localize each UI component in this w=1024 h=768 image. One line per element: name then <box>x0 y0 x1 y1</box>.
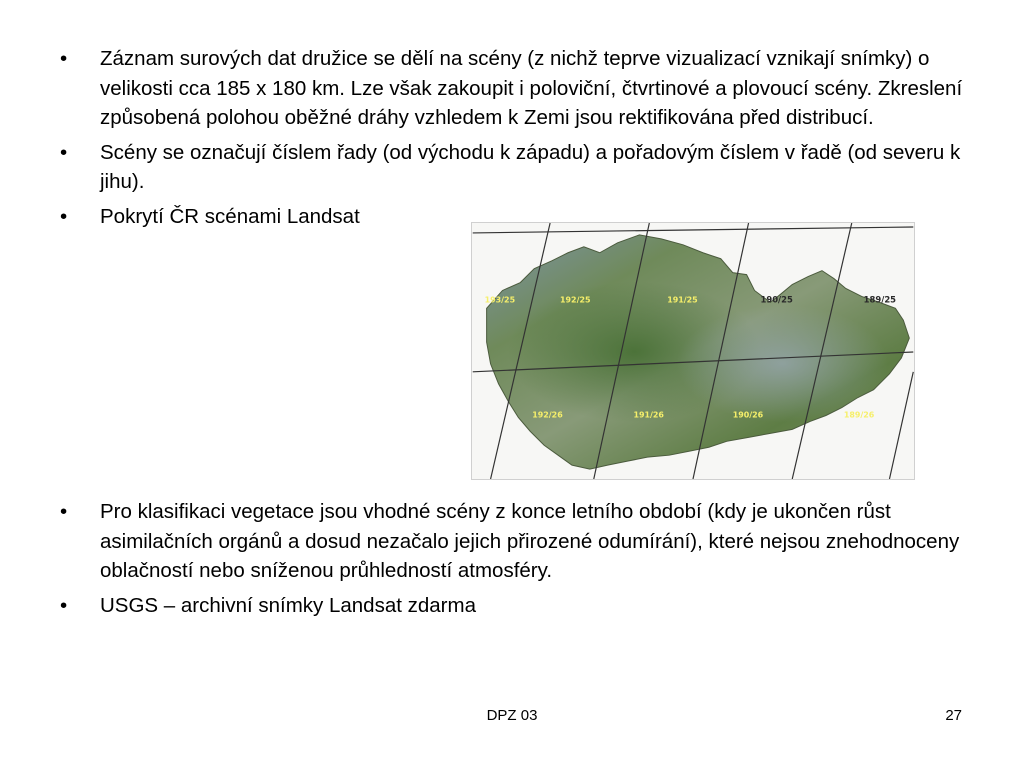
bullet-symbol: • <box>60 500 68 523</box>
bullet-text: Pokrytí ČR scénami Landsat <box>100 204 360 228</box>
bullet-list-bottom <box>58 497 978 625</box>
scene-label: 191/25 <box>667 295 698 305</box>
landsat-coverage-map <box>471 222 915 480</box>
scene-label: 189/26 <box>843 410 875 420</box>
scene-label: 189/25 <box>863 294 897 305</box>
scene-label: 191/26 <box>633 410 664 420</box>
bullet-text: Scény se označují číslem řady (od východu k západu) a pořadovým číslem v řadě (od severu k jihu). <box>100 140 961 193</box>
bullet-text: Záznam surových dat družice se dělí na scény (z nichž teprve vizualizací vznikají snímky) o velikosti cca 185 x 180 km. Lze však zakoupit i poloviční, čtvrtinové a plovoucí scény. Zkreslení způsobená polohou oběžné dráhy vzhledem k Zemi jsou rektifikována před distribucí. <box>100 47 963 129</box>
scene-label: 192/25 <box>560 295 591 305</box>
bullet-text: Pro klasifikaci vegetace jsou vhodné scény z konce letního období (kdy je ukončen růst asimilačních orgánů a dosud nezačalo jejich přirozené odumírání), které nejsou znehodnoceny oblačností nebo sníženou průhledností atmosféry. <box>100 500 960 582</box>
scene-label: 192/26 <box>532 410 563 420</box>
bullet-item <box>58 44 978 133</box>
scene-label: 193/25 <box>484 295 516 305</box>
bullet-symbol: • <box>60 204 68 228</box>
scene-label: 190/26 <box>732 410 764 420</box>
page-number: 27 <box>945 707 962 724</box>
bullet-item <box>58 497 978 586</box>
map-image <box>472 223 914 479</box>
bullet-item <box>58 591 978 621</box>
bullet-list-top <box>58 44 978 236</box>
bullet-symbol: • <box>60 47 68 70</box>
bullet-symbol: • <box>60 593 68 617</box>
bullet-symbol: • <box>60 140 68 164</box>
bullet-item <box>58 138 978 197</box>
bullet-text: USGS – archivní snímky Landsat zdarma <box>100 593 476 617</box>
footer-title: DPZ 03 <box>486 707 538 724</box>
scene-label: 190/25 <box>760 294 793 305</box>
